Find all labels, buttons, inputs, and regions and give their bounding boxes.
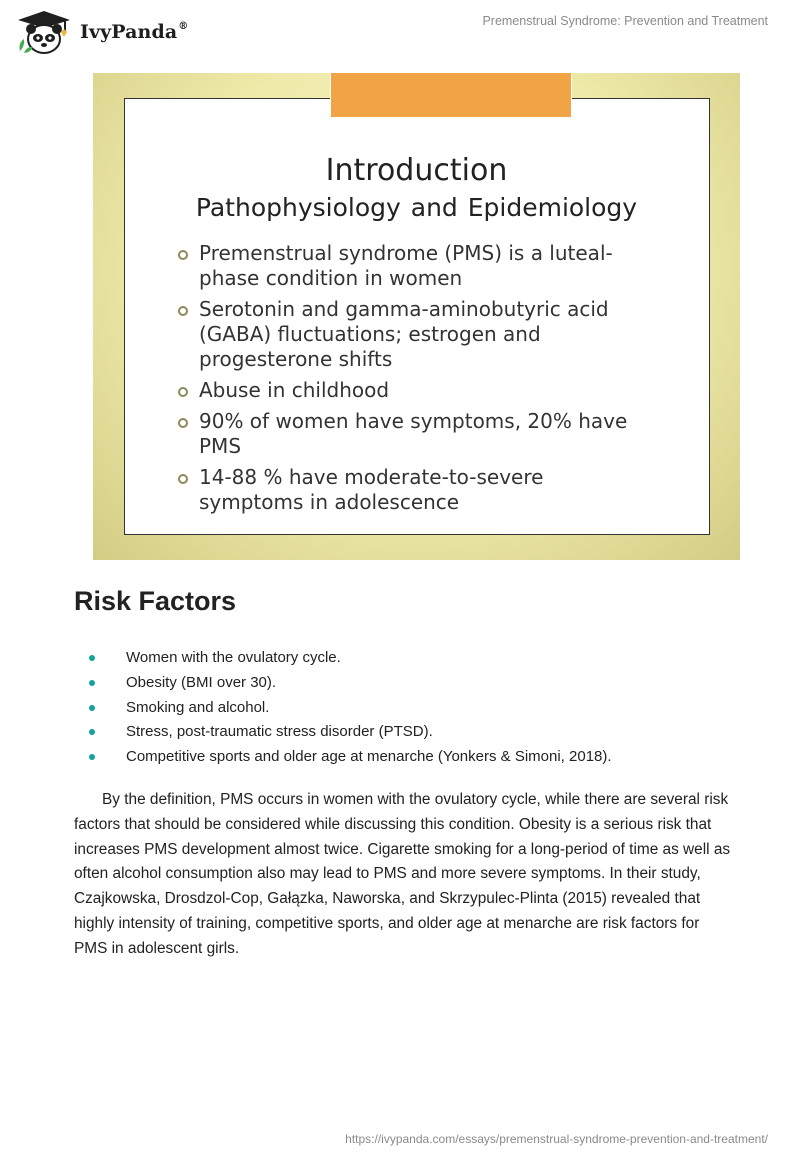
ring-bullet-icon	[178, 387, 188, 397]
bullet-dot-icon	[89, 655, 95, 661]
bullet-dot-icon	[89, 729, 95, 735]
list-item: Stress, post-traumatic stress disorder (PTSD).	[74, 721, 612, 746]
bullet-dot-icon	[89, 680, 95, 686]
section-heading: Risk Factors	[74, 586, 237, 616]
body-paragraph: By the definition, PMS occurs in women with the ovulatory cycle, while there are several risk factors that should be considered while discussing this condition. Obesity is a serious risk that increases PMS development almost twice. Cigarette smoking for a long-period of time as well as often alcohol consumption also may lead to PMS and more severe symptoms. In their study, Czajkowska, Drosdzol-Cop, Gałązka, Naworska, and Skrzypulec-Plinta (2015) revealed that highly intensity of training, competitive sports, and older age at menarche are risk factors for PMS in adolescent girls.	[74, 791, 731, 957]
list-item: Competitive sports and older age at menarche (Yonkers & Simoni, 2018).	[74, 746, 612, 771]
list-item: Smoking and alcohol.	[74, 697, 612, 722]
slide-bullet-list	[178, 241, 648, 521]
brand-name: IvyPanda®	[80, 21, 189, 43]
list-item: Women with the ovulatory cycle.	[74, 647, 612, 672]
slide-bullet: 14-88 % have moderate-to-severe symptoms in adolescence	[178, 465, 648, 515]
ring-bullet-icon	[178, 418, 188, 428]
slide-bullet: 90% of women have symptoms, 20% have PMS	[178, 409, 648, 459]
ring-bullet-icon	[178, 474, 188, 484]
slide-bullet: Premenstrual syndrome (PMS) is a luteal-phase condition in women	[178, 241, 648, 291]
ring-bullet-icon	[178, 250, 188, 260]
bullet-dot-icon	[89, 754, 95, 760]
list-item: Obesity (BMI over 30).	[74, 672, 612, 697]
panda-logo-icon	[14, 9, 74, 55]
slide-subtitle: Pathophysiology and Epidemiology	[195, 193, 638, 222]
document-title: Premenstrual Syndrome: Prevention and Treatment	[482, 14, 768, 28]
slide-bullet: Abuse in childhood	[178, 378, 648, 403]
slide-accent-tab	[330, 73, 572, 117]
slide-bullet: Serotonin and gamma-aminobutyric acid (GABA) fluctuations; estrogen and progesterone shifts	[178, 297, 648, 372]
slide-title: Introduction	[325, 153, 508, 188]
bullet-dot-icon	[89, 705, 95, 711]
source-url-link[interactable]: https://ivypanda.com/essays/premenstrual-syndrome-prevention-and-treatment/	[345, 1132, 768, 1146]
ring-bullet-icon	[178, 306, 188, 316]
ivypanda-logo[interactable]	[14, 9, 188, 55]
risk-factor-list	[74, 647, 612, 771]
